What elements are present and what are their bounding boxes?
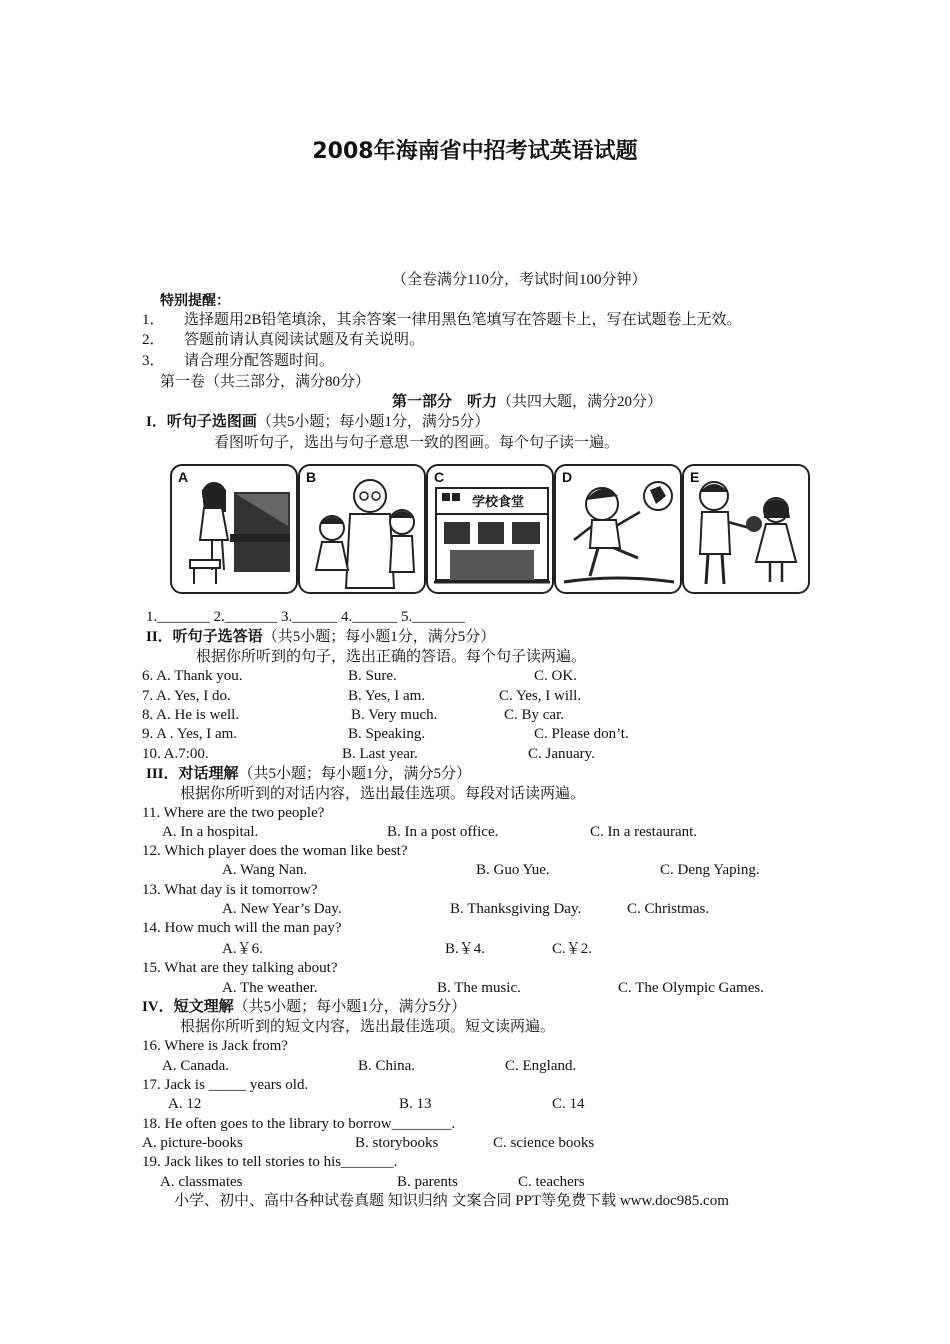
boy-kicking-football-icon <box>556 466 680 592</box>
notice-item: 2． 答题前请认真阅读试题及有关说明。 <box>142 332 425 348</box>
question-stem: 14. How much will the man pay? <box>142 920 342 936</box>
options-row: A. 12 B. 13 C. 14 <box>168 1096 585 1112</box>
boy-giving-flowers-icon <box>684 466 808 592</box>
options-row: A. picture-books B. storybooks C. science books <box>142 1135 595 1151</box>
question-stem: 15. What are they talking about? <box>142 960 338 976</box>
options-row: A. Wang Nan. B. Guo Yue. C. Deng Yaping. <box>222 862 760 878</box>
section3-heading: III．对话理解（共5小题；每小题1分，满分5分） <box>146 766 472 782</box>
svg-text:学校食堂: 学校食堂 <box>472 495 525 510</box>
options-row: A. classmates B. parents C. teachers <box>160 1174 585 1190</box>
section2-heading: II．听句子选答语（共5小题；每小题1分，满分5分） <box>146 629 496 645</box>
question-stem: 12. Which player does the woman like best? <box>142 843 408 859</box>
question-stem: 13. What day is it tomorrow? <box>142 882 318 898</box>
page-footer: 小学、初中、高中各种试卷真题 知识归纳 文案合同 PPT等免费下载 www.doc985.com <box>174 1193 729 1209</box>
page-title: 2008年海南省中招考试英语试题 <box>312 139 638 164</box>
question-stem: 19. Jack likes to tell stories to his_______. <box>142 1154 398 1170</box>
picture-c: C 学校食堂 <box>426 464 554 594</box>
section2-instruction: 根据你所听到的句子，选出正确的答语。每个句子读两遍。 <box>196 649 587 665</box>
girl-playing-piano-icon <box>172 466 296 592</box>
question-stem: 11. Where are the two people? <box>142 805 325 821</box>
question-row: 10. A.7:00. B. Last year. C. January. <box>142 746 595 762</box>
question-row: 9. A . Yes, I am. B. Speaking. C. Please don’t. <box>142 726 629 742</box>
options-row: A. New Year’s Day. B. Thanksgiving Day. C. Christmas. <box>222 901 710 917</box>
part1-heading: 第一部分 听力（共四大题，满分20分） <box>392 394 663 410</box>
question-row: 7. A. Yes, I do. B. Yes, I am. C. Yes, I will. <box>142 688 582 704</box>
family-grandpa-children-icon <box>300 466 424 592</box>
section1-heading: I．听句子选图画（共5小题；每小题1分，满分5分） <box>146 414 490 430</box>
question-stem: 18. He often goes to the library to borrow________. <box>142 1116 456 1132</box>
question-stem: 16. Where is Jack from? <box>142 1038 288 1054</box>
options-row: A. In a hospital. B. In a post office. C. In a restaurant. <box>162 824 698 840</box>
options-row: A. The weather. B. The music. C. The Olympic Games. <box>222 980 764 996</box>
section4-instruction: 根据你所听到的短文内容，选出最佳选项。短文读两遍。 <box>180 1019 556 1035</box>
picture-d: D <box>554 464 682 594</box>
question-row: 8. A. He is well. B. Very much. C. By car. <box>142 707 564 723</box>
notice-item: 1． 选择题用2B铅笔填涂，其余答案一律用黑色笔填写在答题卡上，写在试题卷上无效。 <box>142 312 742 328</box>
answer-blanks: 1._______ 2._______ 3.______ 4.______ 5._______ <box>146 609 465 625</box>
volume-heading: 第一卷（共三部分，满分80分） <box>160 374 371 390</box>
picture-b: B <box>298 464 426 594</box>
question-stem: 17. Jack is _____ years old. <box>142 1077 309 1093</box>
notice-item: 3． 请合理分配答题时间。 <box>142 353 335 369</box>
exam-info: （全卷满分110分，考试时间100分钟） <box>392 272 647 288</box>
picture-a: A <box>170 464 298 594</box>
school-canteen-building-icon <box>428 466 552 592</box>
options-row: A. Canada. B. China. C. England. <box>162 1058 577 1074</box>
section3-instruction: 根据你所听到的对话内容，选出最佳选项。每段对话读两遍。 <box>180 786 586 802</box>
options-row: A.￥6. B.￥4. C.￥2. <box>222 941 593 957</box>
notice-heading: 特别提醒： <box>160 293 230 309</box>
question-row: 6. A. Thank you. B. Sure. C. OK. <box>142 668 577 684</box>
section4-heading: IV．短文理解（共5小题；每小题1分，满分5分） <box>142 999 467 1015</box>
picture-e: E <box>682 464 810 594</box>
section1-instruction: 看图听句子，选出与句子意思一致的图画。每个句子读一遍。 <box>214 435 620 451</box>
